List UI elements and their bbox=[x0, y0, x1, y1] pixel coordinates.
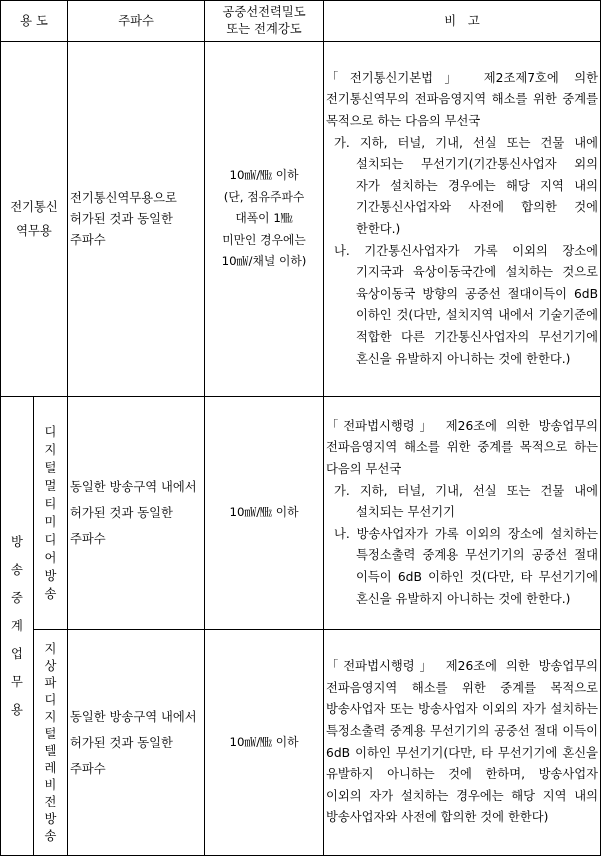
usage-telecom bbox=[1, 42, 68, 397]
frequency-dmb: 동일한 방송구역 내에서 허가된 것과 동일한 주파수 bbox=[68, 397, 205, 630]
power-telecom-line: (단, 점유주파수 bbox=[223, 189, 305, 204]
usage-dtv bbox=[34, 630, 68, 856]
note-dtv: 「전파법시행령」 제26조에 의한 방송업무의 전파음영지역 해소를 위한 중계를 목적으로 방송사업자 또는 방송사업자 이외의 자가 설치하는 특정소출력 중계용 무선기기의 공중선 절대 이득이 6dB 이하인 무선기기(다만, 타 무선기기에 혼신을 유발하지 아니하는 것에 한하며, 방송사업자 이외의 자가 설치하는 경우에는 해당 지역 내의 방송사업자와 사전에 합의한 것에 한한다) bbox=[324, 630, 601, 856]
header-note: 비 고 bbox=[324, 1, 601, 42]
frequency-telecom: 전기통신역무용으로 허가된 것과 동일한 주파수 bbox=[68, 42, 205, 397]
note-telecom bbox=[324, 42, 601, 397]
power-dtv: 10㎽/㎒ 이하 bbox=[205, 630, 324, 856]
usage-dmb-label: 디지털멀티미디어방송 bbox=[44, 425, 57, 601]
power-telecom-line: 미만인 경우에는 bbox=[222, 232, 306, 247]
usage-telecom-label: 전기통신역무용 bbox=[10, 200, 58, 238]
power-telecom bbox=[205, 42, 324, 397]
power-telecom-line: 10㎽/㎒ 이하 bbox=[229, 168, 299, 183]
note-dmb bbox=[324, 397, 601, 630]
header-power bbox=[205, 1, 324, 42]
header-power-line1: 공중선전력밀도 bbox=[222, 5, 306, 19]
header-power-line2: 또는 전계강도 bbox=[226, 22, 302, 36]
usage-broadcast-group bbox=[1, 397, 34, 856]
power-telecom-line: 대폭이 1㎒ bbox=[235, 211, 293, 226]
power-dmb: 10㎽/㎒ 이하 bbox=[205, 397, 324, 630]
table-row-dmb bbox=[1, 397, 601, 630]
usage-broadcast-group-label: 방송중계업무용 bbox=[11, 535, 23, 717]
table-header-row bbox=[1, 1, 601, 42]
table-row-telecom bbox=[1, 42, 601, 397]
note-telecom-item: 가. 지하, 터널, 기내, 선실 또는 건물 내에 설치되는 무선기기(기간통신사업자 외의 자가 설치하는 경우에는 해당 지역 내의 기간통신사업자와 사전에 합의한 것에 한한다.) bbox=[334, 135, 599, 236]
usage-dtv-label: 지상파디지털텔레비전방송 bbox=[44, 641, 57, 843]
note-dmb-intro: 「전파법시행령」 제26조에 의한 방송업무의 전파음영지역 해소를 위한 중계를 목적으로 하는 다음의 무선국 bbox=[326, 418, 599, 477]
usage-dmb bbox=[34, 397, 68, 630]
table-row-dtv bbox=[1, 630, 601, 856]
frequency-dtv: 동일한 방송구역 내에서 허가된 것과 동일한 주파수 bbox=[68, 630, 205, 856]
power-telecom-line: 10㎽/채널 이하) bbox=[221, 254, 307, 269]
note-dmb-item: 가. 지하, 터널, 기내, 선실 또는 건물 내에 설치되는 무선기기 bbox=[334, 483, 599, 520]
note-telecom-item: 나. 기간통신사업자가 가록 이외의 장소에 기지국과 육상이동국간에 설치하는 것으로 육상이동국 방향의 공중선 절대이득이 6dB 이하인 것(다만, 설치지역 내에서 기술기준에 적합한 다른 기간통신사업자의 무선기기에 혼신을 유발하지 아니하는 것에 한한다.) bbox=[334, 243, 599, 366]
header-frequency: 주파수 bbox=[68, 1, 205, 42]
note-telecom-intro: 「전기통신기본법」 제2조제7호에 의한 전기통신역무의 전파음영지역 해소를 위한 중계를 목적으로 하는 다음의 무선국 bbox=[326, 70, 599, 129]
header-usage: 용 도 bbox=[1, 1, 68, 42]
note-dmb-item: 나. 방송사업자가 가록 이외의 장소에 설치하는 특정소출력 중계용 무선기기의 공중선 절대 이득이 6dB 이하인 것(다만, 타 무선기기에 혼신을 유발하지 아니하는 것에 한한다.) bbox=[334, 526, 599, 606]
